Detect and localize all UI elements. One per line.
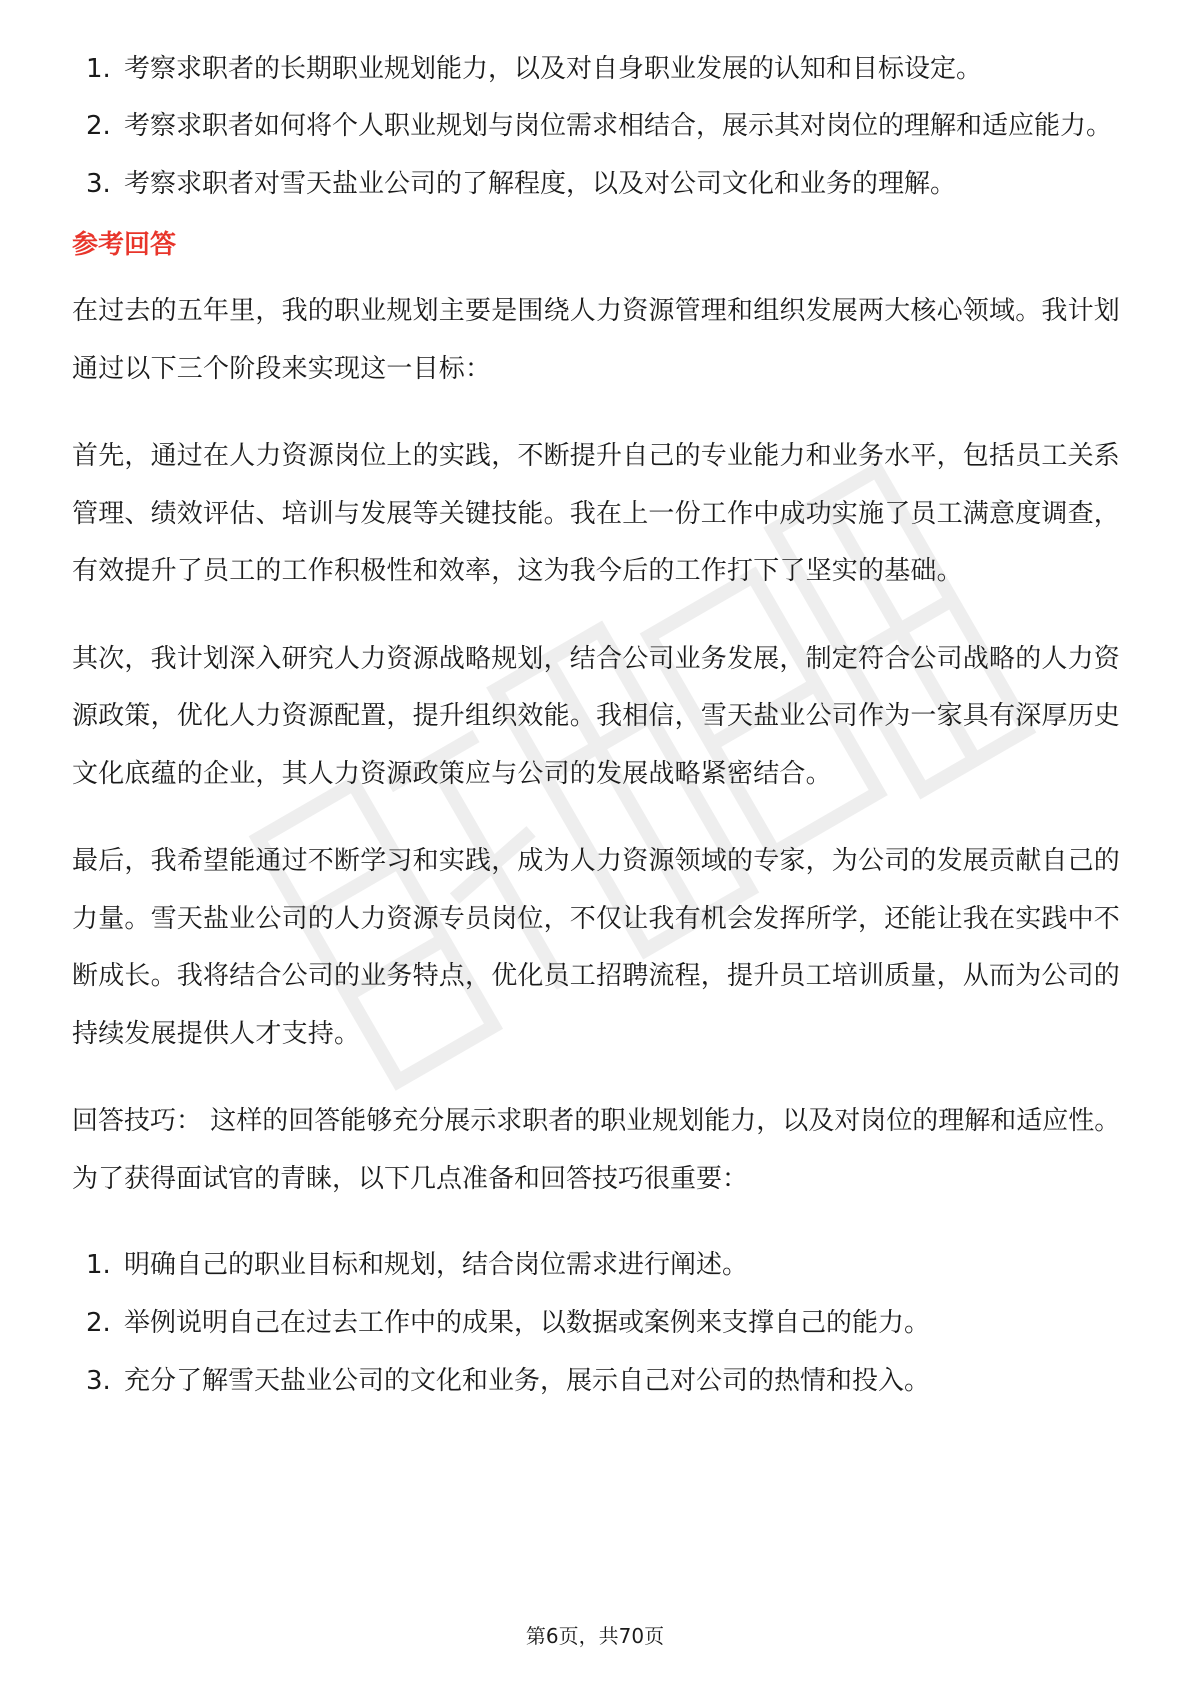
list-item xyxy=(72,1294,1122,1352)
list-text: 考察求职者的长期职业规划能力，以及对自身职业发展的认知和目标设定。 xyxy=(124,54,983,84)
list-number: 3. xyxy=(86,1366,111,1396)
list-item xyxy=(72,98,1122,155)
list-item xyxy=(72,1352,1122,1410)
criteria-list xyxy=(72,40,1122,213)
list-item xyxy=(72,1236,1122,1294)
content-area xyxy=(72,40,1122,1410)
answer-tips: 回答技巧： 这样的回答能够充分展示求职者的职业规划能力，以及对岗位的理解和适应性。为了获得面试官的青睐，以下几点准备和回答技巧很重要： xyxy=(72,1106,1121,1194)
list-number: 2. xyxy=(86,111,111,141)
list-text: 举例说明自己在过去工作中的成果，以数据或案例来支撑自己的能力。 xyxy=(124,1308,931,1338)
reference-answer-heading: 参考回答 xyxy=(72,230,177,260)
list-number: 3. xyxy=(86,169,111,199)
answer-paragraph: 首先，通过在人力资源岗位上的实践，不断提升自己的专业能力和业务水平，包括员工关系管理、绩效评估、培训与发展等关键技能。我在上一份工作中成功实施了员工满意度调查，有效提升了员工的工作积极性和效率，这为我今后的工作打下了坚实的基础。 xyxy=(72,441,1121,586)
list-text: 考察求职者对雪天盐业公司的了解程度，以及对公司文化和业务的理解。 xyxy=(124,169,957,199)
list-number: 1. xyxy=(86,54,111,84)
list-number: 1. xyxy=(86,1250,111,1280)
tips-list xyxy=(72,1236,1122,1410)
list-text: 明确自己的职业目标和规划，结合岗位需求进行阐述。 xyxy=(124,1250,749,1280)
answer-paragraph: 最后，我希望能通过不断学习和实践，成为人力资源领域的专家，为公司的发展贡献自己的力量。雪天盐业公司的人力资源专员岗位，不仅让我有机会发挥所学，还能让我在实践中不断成长。我将结合公司的业务特点，优化员工招聘流程，提升员工培训质量，从而为公司的持续发展提供人才支持。 xyxy=(72,846,1121,1049)
list-item xyxy=(72,40,1122,98)
page-footer: 第6页，共70页 xyxy=(525,1624,665,1648)
list-item xyxy=(72,155,1122,213)
list-number: 2. xyxy=(86,1308,111,1338)
answer-paragraph: 其次，我计划深入研究人力资源战略规划，结合公司业务发展，制定符合公司战略的人力资源政策，优化人力资源配置，提升组织效能。我相信，雪天盐业公司作为一家具有深厚历史文化底蕴的企业，其人力资源政策应与公司的发展战略紧密结合。 xyxy=(72,643,1121,789)
list-text: 考察求职者如何将个人职业规划与岗位需求相结合，展示其对岗位的理解和适应能力。 xyxy=(124,111,1113,141)
answer-paragraph: 在过去的五年里，我的职业规划主要是围绕人力资源管理和组织发展两大核心领域。我计划通过以下三个阶段来实现这一目标： xyxy=(72,296,1121,384)
list-text: 充分了解雪天盐业公司的文化和业务，展示自己对公司的热情和投入。 xyxy=(124,1366,931,1396)
